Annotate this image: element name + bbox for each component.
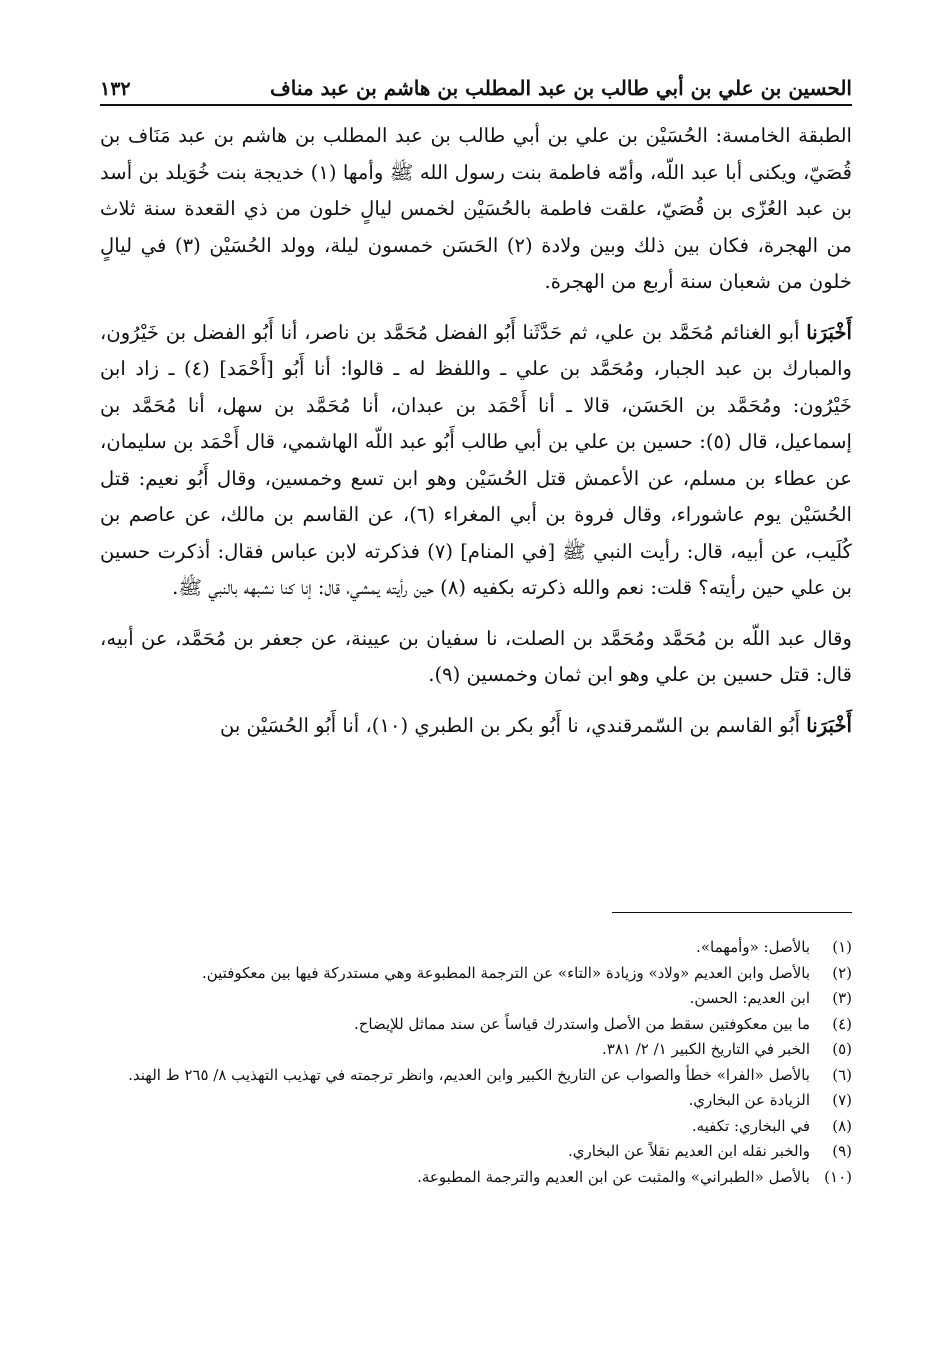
footnote-number: (١) xyxy=(832,938,852,956)
paragraph-1 xyxy=(100,118,852,301)
paragraph-text: أبو الغنائم مُحَمَّد بن علي، ثم حَدَّثَنا أَبُو الفضل مُحَمَّد بن ناصر، أنا أَبُو الفضل بن خَيْرُون، والمبارك بن عبد الجبار، ومُحَمَّد بن علي ـ واللفظ له ـ قالوا: أنا أَبُو [أَحْمَد] (٤) ـ زاد ابن خَيْرُون: ومُحَمَّد بن الحَسَن، قالا ـ أنا أَحْمَد بن عبدان، أنا مُحَمَّد بن سهل، أنا مُحَمَّد بن إسماعيل، قال (٥): حسين بن علي بن أبي طالب أَبُو عبد اللّه الهاشمي، قال أَحْمَد بن سليمان، عن عطاء بن مسلم، عن الأعمش قتل الحُسَيْن وهو ابن تسع وخمسين، وقال أَبُو نعيم: قتل الحُسَيْن يوم عاشوراء، وقال فروة بن أبي المغراء (٦)، عن القاسم بن مالك، عن عاصم بن كُلَيب، عن أبيه، قال: رأيت النبي ﷺ [في المنام] (٧) فذكرته لابن عباس فقال: أذكرت حسين بن علي حين رأيته؟ قلت: نعم والله ذكرته بكفيه (٨) حين رأيته يمشي، قال: إنا كنا نشبهه بالنبي ﷺ. xyxy=(100,320,852,599)
footnote-6 xyxy=(100,1063,852,1089)
footnote-3 xyxy=(100,986,852,1012)
footnote-number: (٩) xyxy=(832,1142,852,1160)
footnote-2 xyxy=(100,961,852,987)
footnote-5 xyxy=(100,1037,852,1063)
footnote-number: (٧) xyxy=(832,1091,852,1109)
paragraph-text: وقال عبد اللّه بن مُحَمَّد ومُحَمَّد بن الصلت، نا سفيان بن عيينة، عن جعفر بن مُحَمَّد، عن أبيه، قال: قتل حسين بن علي وهو ابن ثمان وخمسين (٩). xyxy=(100,626,852,686)
footnote-number: (٦) xyxy=(832,1065,852,1084)
footnote-text: الزيادة عن البخاري. xyxy=(688,1091,810,1109)
footnote-text: ما بين معكوفتين سقط من الأصل واستدرك قياساً عن سند مماثل للإيضاح. xyxy=(353,1014,810,1033)
footnote-rule xyxy=(612,912,852,913)
footnote-number: (٣) xyxy=(832,989,852,1007)
footnote-9 xyxy=(100,1139,852,1165)
footnote-number: (٢) xyxy=(832,963,852,982)
footnote-text: والخبر نقله ابن العديم نقلاً عن البخاري. xyxy=(568,1142,810,1160)
paragraph-text: الطبقة الخامسة: الحُسَيْن بن علي بن أبي طالب بن عبد المطلب بن هاشم بن عبد مَنَاف بن قُصَيّ، ويكنى أبا عبد اللّه، وأمّه فاطمة بنت رسول الله ﷺ وأمها (١) خديجة بنت خُوَيلد بن أسد بن عبد العُزّى بن قُصَيّ، علقت فاطمة بالحُسَيْن لخمس ليالٍ خلون من ذي القعدة سنة ثلاث من الهجرة، فكان بين ذلك وبين ولادة (٢) الحَسَن خمسون ليلة، وولد الحُسَيْن (٣) في ليالٍ خلون من شعبان سنة أربع من الهجرة. xyxy=(100,124,853,293)
paragraph-3 xyxy=(100,621,852,694)
footnote-10 xyxy=(100,1165,852,1191)
main-text xyxy=(100,118,852,744)
footnote-number: (٨) xyxy=(832,1116,852,1135)
footnotes xyxy=(100,935,852,1190)
footnote-text: بالأصل «الطبراني» والمثبت عن ابن العديم والترجمة المطبوعة. xyxy=(417,1167,810,1186)
footnote-text: بالأصل: «وأمهما». xyxy=(696,938,810,956)
footnote-4 xyxy=(100,1012,852,1038)
paragraph-2 xyxy=(100,315,852,607)
header-title: الحسين بن علي بن أبي طالب بن عبد المطلب بن هاشم بن عبد مناف xyxy=(270,76,852,100)
footnote-8 xyxy=(100,1114,852,1140)
footnote-number: (٤) xyxy=(832,1014,852,1033)
footnote-number: (٥) xyxy=(832,1040,852,1058)
footnote-text: ابن العديم: الحسن. xyxy=(689,989,810,1007)
paragraph-text: أَبُو القاسم بن السّمرقندي، نا أَبُو بكر بن الطبري (١٠)، أنا أَبُو الحُسَيْن بن xyxy=(219,713,807,737)
paragraph-4 xyxy=(100,708,852,745)
footnote-7 xyxy=(100,1088,852,1114)
paragraph-lead: أَخْبَرَنا xyxy=(806,320,852,344)
header-rule xyxy=(100,104,852,106)
running-header xyxy=(100,60,852,100)
footnote-text: الخبر في التاريخ الكبير ١/ ٢/ ٣٨١. xyxy=(602,1040,810,1058)
footnote-1 xyxy=(100,935,852,961)
footnote-text: في البخاري: تكفيه. xyxy=(691,1116,810,1135)
footnote-text: بالأصل «الفرا» خطأ والصواب عن التاريخ الكبير وابن العديم، وانظر ترجمته في تهذيب التهذيب ٨/ ٢٦٥ ط الهند. xyxy=(128,1065,810,1084)
paragraph-lead: أَخْبَرَنا xyxy=(806,713,852,737)
footnote-number: (١٠) xyxy=(824,1167,852,1186)
page-number: ١٣٢ xyxy=(100,78,131,100)
footnote-text: بالأصل وابن العديم «ولاد» وزيادة «التاء» عن الترجمة المطبوعة وهي مستدركة فيها بين معكوفتين. xyxy=(201,963,810,982)
